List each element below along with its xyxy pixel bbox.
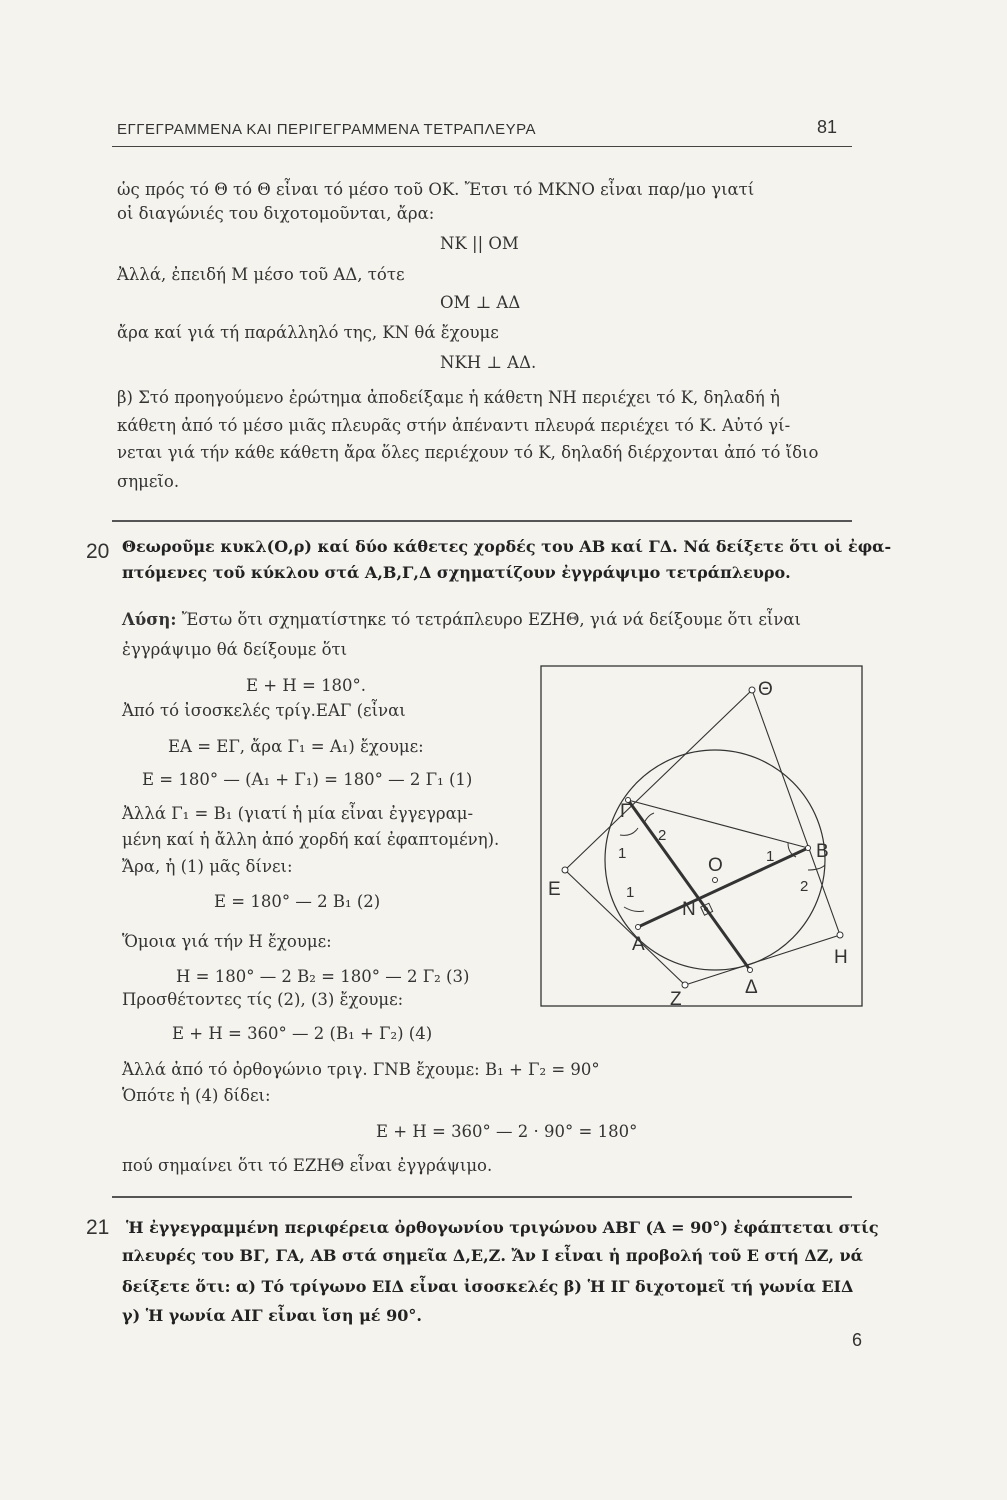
label-theta: Θ (758, 679, 773, 700)
text-line: οἱ διαγώνιές του διχοτομοῦνται, ἄρα: (117, 204, 435, 223)
text-line: β) Στό προηγούμενο ἐρώτημα ἀποδείξαμε ἡ κάθετη ΝΗ περιέχει τό Κ, δηλαδή ἡ (117, 388, 780, 407)
exercise-statement: Θεωροῦμε κυκλ(Ο,ρ) καί δύο κάθετες χορδές του ΑΒ καί ΓΔ. Νά δείξετε ὅτι οἱ ἐφα- (122, 537, 892, 556)
formula: ΟΜ ⊥ ΑΔ (440, 293, 521, 312)
text-line: ἄρα καί γιά τή παράλληλό της, ΚΝ θά ἔχουμε (117, 323, 499, 342)
angle-arc (644, 813, 654, 823)
section-rule (112, 1196, 852, 1198)
running-header: ΕΓΓΕΓΡΑΜΜΕΝΑ ΚΑΙ ΠΕΡΙΓΕΓΡΑΜΜΕΝΑ ΤΕΤΡΑΠΛΕΥΡΑ (117, 121, 537, 138)
angle-arc (624, 907, 644, 912)
point-h (837, 932, 843, 938)
solution-line (122, 610, 801, 629)
text-line: ὡς πρός τό Θ τό Θ εἶναι τό μέσο τοῦ ΟΚ. Ἔτσι τό ΜΚΝΟ εἶναι παρ/μο γιατί (117, 180, 755, 199)
formula: Ε + Η = 180°. (246, 676, 367, 695)
formula: Ε = 180° — (Α₁ + Γ₁) = 180° — 2 Γ₁ (1) (142, 770, 473, 789)
chord-a-b (638, 848, 808, 927)
text-line: νεται γιά τήν κάθε κάθετη ἄρα ὅλες περιέχουν τό Κ, δηλαδή διέρχονται ἀπό τό ἴδιο (117, 443, 819, 462)
solution-text: Ἔστω ὅτι σχηματίστηκε τό τετράπλευρο ΕΖΗΘ, γιά νά δείξουμε ὅτι εἶναι (181, 610, 801, 629)
solution-line: Ἀλλά ἀπό τό ὀρθογώνιο τριγ. ΓΝΒ ἔχουμε: Β₁ + Γ₂ = 90° (122, 1060, 600, 1079)
solution-line: Προσθέτοντες τίς (2), (3) ἔχουμε: (122, 990, 404, 1009)
solution-line: Ἀλλά Γ₁ = Β₁ (γιατί ἡ μία εἶναι ἐγγεγραμ- (122, 804, 474, 823)
section-rule (112, 520, 852, 522)
point-a (636, 925, 641, 930)
solution-line: ἐγγράψιμο θά δείξουμε ὅτι (122, 640, 348, 659)
label-b: Β (816, 841, 829, 862)
solution-label: Λύση: (122, 610, 177, 629)
label-h: Η (834, 947, 848, 968)
label-e: Ε (548, 879, 561, 900)
point-delta (748, 968, 753, 973)
text-line: κάθετη ἀπό τό μέσο μιᾶς πλευρᾶς στήν ἀπέναντι πλευρά περιέχει τό Κ. Αὐτό γί- (117, 416, 791, 435)
text-line: Ἀλλά, ἐπειδή Μ μέσο τοῦ ΑΔ, τότε (117, 265, 405, 284)
quadrilateral-ezhth (565, 690, 840, 985)
point-z (682, 982, 688, 988)
footer-mark: 6 (852, 1330, 863, 1350)
point-theta (749, 687, 755, 693)
solution-line: μένη καί ἡ ἄλλη ἀπό χορδή καί ἐφαπτομένη). (122, 830, 500, 849)
point-n (704, 907, 708, 911)
formula: Ε = 180° — 2 Β₁ (2) (214, 892, 381, 911)
angle-arc (620, 828, 638, 835)
formula: Ε + Η = 360° — 2 (Β₁ + Γ₂) (4) (172, 1024, 433, 1043)
exercise-statement: γ) Ἡ γωνία ΑΙΓ εἶναι ἴση μέ 90°. (122, 1306, 422, 1325)
label-gamma: Γ (620, 801, 631, 822)
angle-arc (808, 865, 825, 870)
solution-line: Ὅμοια γιά τήν Η ἔχουμε: (122, 932, 332, 951)
geometry-figure (540, 665, 865, 1010)
figure-frame (541, 666, 862, 1006)
solution-line: Ὁπότε ἡ (4) δίδει: (122, 1086, 271, 1105)
point-e (562, 867, 568, 873)
exercise-statement: δείξετε ὅτι: α) Τό τρίγωνο ΕΙΔ εἶναι ἰσοσκελές β) Ἡ ΙΓ διχοτομεῖ τή γωνία ΕΙΔ (122, 1277, 854, 1296)
point-o (713, 878, 718, 883)
header-rule (112, 146, 852, 147)
formula: ΝΚ || ΟΜ (440, 234, 519, 253)
exercise-statement: Ἡ ἐγγεγραμμένη περιφέρεια ὀρθογωνίου τριγώνου ΑΒΓ (Α = 90°) ἐφάπτεται στίς (126, 1218, 879, 1237)
exercise-number: 21 (86, 1216, 110, 1239)
formula: ΝΚΗ ⊥ ΑΔ. (440, 353, 537, 372)
exercise-statement: πτόμενες τοῦ κύκλου στά Α,Β,Γ,Δ σχηματίζουν ἐγγράψιμο τετράπλευρο. (122, 563, 791, 582)
formula: Η = 180° — 2 Β₂ = 180° — 2 Γ₂ (3) (176, 967, 470, 986)
angle-mark-label: 2 (658, 827, 667, 844)
formula: Ε + Η = 360° — 2 · 90° = 180° (376, 1122, 638, 1141)
angle-mark-label: 1 (626, 884, 635, 901)
page-number: 81 (817, 117, 838, 137)
angle-mark-label: 2 (800, 878, 809, 895)
label-a: Α (632, 934, 645, 955)
label-n: Ν (682, 899, 696, 920)
solution-line: Ἀπό τό ἰσοσκελές τρίγ.ΕΑΓ (εἶναι (122, 701, 406, 720)
formula: ΕΑ = ΕΓ, ἄρα Γ₁ = Α₁) ἔχουμε: (168, 737, 424, 756)
segment-gamma-b (628, 800, 808, 848)
point-b (806, 846, 811, 851)
text-line: σημεῖο. (117, 472, 180, 491)
label-z: Ζ (670, 989, 682, 1010)
label-delta: Δ (745, 977, 758, 998)
exercise-number: 20 (86, 540, 110, 563)
label-o: Ο (708, 855, 723, 876)
angle-mark-label: 1 (766, 848, 775, 865)
exercise-statement: πλευρές του ΒΓ, ΓΑ, ΑΒ στά σημεῖα Δ,Ε,Ζ. Ἄν Ι εἶναι ἡ προβολή τοῦ Ε στή ΔΖ, νά (122, 1246, 863, 1265)
solution-line: πού σημαίνει ὅτι τό ΕΖΗΘ εἶναι ἐγγράψιμο. (122, 1156, 493, 1175)
solution-line: Ἄρα, ἡ (1) μᾶς δίνει: (122, 857, 293, 876)
angle-mark-label: 1 (618, 845, 627, 862)
